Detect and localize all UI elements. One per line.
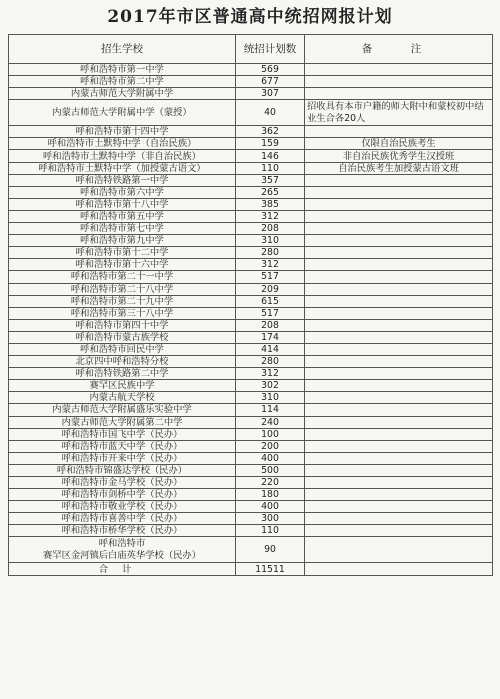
total-label: 合计 bbox=[9, 563, 236, 575]
note bbox=[305, 368, 493, 380]
plan-count: 90 bbox=[236, 537, 305, 563]
plan-count: 414 bbox=[236, 343, 305, 355]
table-row bbox=[9, 368, 493, 380]
note bbox=[305, 295, 493, 307]
plan-count: 307 bbox=[236, 88, 305, 100]
table-row bbox=[9, 174, 493, 186]
table-row bbox=[9, 283, 493, 295]
plan-count: 146 bbox=[236, 150, 305, 162]
plan-count: 100 bbox=[236, 428, 305, 440]
note bbox=[305, 76, 493, 88]
table-header-row bbox=[9, 35, 493, 64]
plan-count: 500 bbox=[236, 464, 305, 476]
table-row bbox=[9, 501, 493, 513]
school-name: 呼和浩特市土默特中学（非自治民族） bbox=[9, 150, 236, 162]
plan-count: 40 bbox=[236, 100, 305, 126]
table-row bbox=[9, 380, 493, 392]
school-name: 呼和浩特市第九中学 bbox=[9, 235, 236, 247]
school-name: 呼和浩特市第十四中学 bbox=[9, 126, 236, 138]
table-row bbox=[9, 235, 493, 247]
school-name: 内蒙古师范大学附属第二中学 bbox=[9, 416, 236, 428]
school-name: 呼和浩特市金马学校（民办） bbox=[9, 477, 236, 489]
plan-count: 615 bbox=[236, 295, 305, 307]
school-name: 呼和浩特市国飞中学（民办） bbox=[9, 428, 236, 440]
note bbox=[305, 283, 493, 295]
plan-count: 159 bbox=[236, 138, 305, 150]
table-row bbox=[9, 259, 493, 271]
school-name: 内蒙古师范大学附属中学（蒙授） bbox=[9, 100, 236, 126]
school-name: 呼和浩特市开来中学（民办） bbox=[9, 452, 236, 464]
table-row bbox=[9, 319, 493, 331]
school-name: 呼和浩特市第四十中学 bbox=[9, 319, 236, 331]
note bbox=[305, 331, 493, 343]
table-row bbox=[9, 331, 493, 343]
note bbox=[305, 356, 493, 368]
school-name: 内蒙古航天学校 bbox=[9, 392, 236, 404]
table-row bbox=[9, 440, 493, 452]
plan-count: 517 bbox=[236, 271, 305, 283]
table-row bbox=[9, 223, 493, 235]
school-name: 呼和浩特市第一中学 bbox=[9, 64, 236, 76]
plan-count: 280 bbox=[236, 247, 305, 259]
plan-count: 240 bbox=[236, 416, 305, 428]
header-note: 备 注 bbox=[305, 35, 493, 64]
note bbox=[305, 307, 493, 319]
plan-count: 569 bbox=[236, 64, 305, 76]
table-row bbox=[9, 489, 493, 501]
school-name: 呼和浩特市桥华学校（民办） bbox=[9, 525, 236, 537]
table-row bbox=[9, 404, 493, 416]
school-name-line2: 赛罕区金河镇后白庙英华学校（民办） bbox=[42, 549, 202, 561]
note bbox=[305, 210, 493, 222]
plan-count: 362 bbox=[236, 126, 305, 138]
plan-count: 302 bbox=[236, 380, 305, 392]
plan-count: 312 bbox=[236, 368, 305, 380]
note bbox=[305, 126, 493, 138]
table-row bbox=[9, 464, 493, 476]
table-row bbox=[9, 416, 493, 428]
school-name: 呼和浩特市蒙古族学校 bbox=[9, 331, 236, 343]
table-row bbox=[9, 452, 493, 464]
enrollment-plan-table bbox=[8, 34, 493, 576]
school-name: 呼和浩特市锦盛达学校（民办） bbox=[9, 464, 236, 476]
plan-count: 208 bbox=[236, 319, 305, 331]
note bbox=[305, 271, 493, 283]
school-name: 内蒙古师范大学附属中学 bbox=[9, 88, 236, 100]
note bbox=[305, 174, 493, 186]
plan-count: 200 bbox=[236, 440, 305, 452]
note bbox=[305, 537, 493, 563]
plan-count: 110 bbox=[236, 525, 305, 537]
table-row bbox=[9, 100, 493, 126]
table-row bbox=[9, 537, 493, 563]
note bbox=[305, 64, 493, 76]
table-row bbox=[9, 210, 493, 222]
note bbox=[305, 235, 493, 247]
school-name: 呼和浩特铁路第二中学 bbox=[9, 368, 236, 380]
school-name: 呼和浩特市第十八中学 bbox=[9, 198, 236, 210]
page-title: 2017年市区普通高中统招网报计划 bbox=[107, 7, 393, 27]
table-row bbox=[9, 247, 493, 259]
note bbox=[305, 198, 493, 210]
table-row bbox=[9, 76, 493, 88]
table-row bbox=[9, 186, 493, 198]
note: 自治民族考生加授蒙古语文班 bbox=[305, 162, 493, 174]
table-row bbox=[9, 392, 493, 404]
note bbox=[305, 404, 493, 416]
table-row bbox=[9, 307, 493, 319]
total-count: 11511 bbox=[236, 563, 305, 575]
note bbox=[305, 501, 493, 513]
school-name: 内蒙古师范大学附属盛乐实验中学 bbox=[9, 404, 236, 416]
note bbox=[305, 477, 493, 489]
table-row bbox=[9, 513, 493, 525]
plan-count: 517 bbox=[236, 307, 305, 319]
note bbox=[305, 259, 493, 271]
note: 非自治民族优秀学生汉授班 bbox=[305, 150, 493, 162]
note bbox=[305, 88, 493, 100]
school-name: 呼和浩特市喜善中学（民办） bbox=[9, 513, 236, 525]
table-row bbox=[9, 88, 493, 100]
plan-count: 400 bbox=[236, 452, 305, 464]
school-name: 呼和浩特市第二中学 bbox=[9, 76, 236, 88]
note bbox=[305, 247, 493, 259]
note bbox=[305, 319, 493, 331]
school-name: 呼和浩特市回民中学 bbox=[9, 343, 236, 355]
note bbox=[305, 513, 493, 525]
plan-count: 209 bbox=[236, 283, 305, 295]
plan-count: 280 bbox=[236, 356, 305, 368]
plan-count: 312 bbox=[236, 210, 305, 222]
table-body bbox=[9, 64, 493, 537]
school-name: 呼和浩特市第六中学 bbox=[9, 186, 236, 198]
table-row bbox=[9, 64, 493, 76]
note bbox=[305, 464, 493, 476]
note bbox=[305, 416, 493, 428]
table-row bbox=[9, 150, 493, 162]
header-count: 统招计划数 bbox=[236, 35, 305, 64]
note: 仅限自治民族考生 bbox=[305, 138, 493, 150]
school-name: 呼和浩特市蓝天中学（民办） bbox=[9, 440, 236, 452]
plan-count: 220 bbox=[236, 477, 305, 489]
table-row bbox=[9, 525, 493, 537]
note bbox=[305, 525, 493, 537]
school-name: 呼和浩特市土默特中学（自治民族） bbox=[9, 138, 236, 150]
plan-count: 357 bbox=[236, 174, 305, 186]
school-name: 呼和浩特市敬业学校（民办） bbox=[9, 501, 236, 513]
plan-count: 208 bbox=[236, 223, 305, 235]
school-name: 呼和浩特铁路第一中学 bbox=[9, 174, 236, 186]
table-row bbox=[9, 343, 493, 355]
table-row bbox=[9, 138, 493, 150]
plan-count: 174 bbox=[236, 331, 305, 343]
table-row bbox=[9, 198, 493, 210]
school-name: 呼和浩特市土默特中学（加授蒙古语文） bbox=[9, 162, 236, 174]
plan-count: 180 bbox=[236, 489, 305, 501]
school-name: 呼和浩特市第二十一中学 bbox=[9, 271, 236, 283]
plan-count: 677 bbox=[236, 76, 305, 88]
plan-count: 310 bbox=[236, 392, 305, 404]
note bbox=[305, 440, 493, 452]
total-note bbox=[305, 563, 493, 575]
school-name: 呼和浩特市第十六中学 bbox=[9, 259, 236, 271]
note: 招收具有本市户籍的师大附中和蒙校初中结业生合各20人 bbox=[305, 100, 493, 126]
school-name: 赛罕区民族中学 bbox=[9, 380, 236, 392]
note bbox=[305, 380, 493, 392]
note bbox=[305, 343, 493, 355]
plan-count: 300 bbox=[236, 513, 305, 525]
plan-count: 114 bbox=[236, 404, 305, 416]
note bbox=[305, 223, 493, 235]
plan-count: 265 bbox=[236, 186, 305, 198]
note bbox=[305, 186, 493, 198]
plan-count: 400 bbox=[236, 501, 305, 513]
table-row bbox=[9, 356, 493, 368]
total-row bbox=[9, 563, 493, 575]
school-name: 呼和浩特市第七中学 bbox=[9, 223, 236, 235]
school-name: 呼和浩特市剑桥中学（民办） bbox=[9, 489, 236, 501]
note bbox=[305, 452, 493, 464]
school-name: 呼和浩特市第二十九中学 bbox=[9, 295, 236, 307]
school-name-line1: 呼和浩特市 bbox=[98, 538, 146, 550]
school-name bbox=[9, 537, 236, 563]
note bbox=[305, 489, 493, 501]
school-name: 北京四中呼和浩特分校 bbox=[9, 356, 236, 368]
school-name: 呼和浩特市第十二中学 bbox=[9, 247, 236, 259]
note bbox=[305, 428, 493, 440]
header-school: 招生学校 bbox=[9, 35, 236, 64]
plan-count: 310 bbox=[236, 235, 305, 247]
table-row bbox=[9, 295, 493, 307]
plan-count: 110 bbox=[236, 162, 305, 174]
school-name: 呼和浩特市第三十八中学 bbox=[9, 307, 236, 319]
table-row bbox=[9, 428, 493, 440]
plan-count: 312 bbox=[236, 259, 305, 271]
table-row bbox=[9, 271, 493, 283]
table-row bbox=[9, 126, 493, 138]
note bbox=[305, 392, 493, 404]
plan-count: 385 bbox=[236, 198, 305, 210]
table-row bbox=[9, 162, 493, 174]
school-name: 呼和浩特市第五中学 bbox=[9, 210, 236, 222]
school-name: 呼和浩特市第二十八中学 bbox=[9, 283, 236, 295]
table-row bbox=[9, 477, 493, 489]
